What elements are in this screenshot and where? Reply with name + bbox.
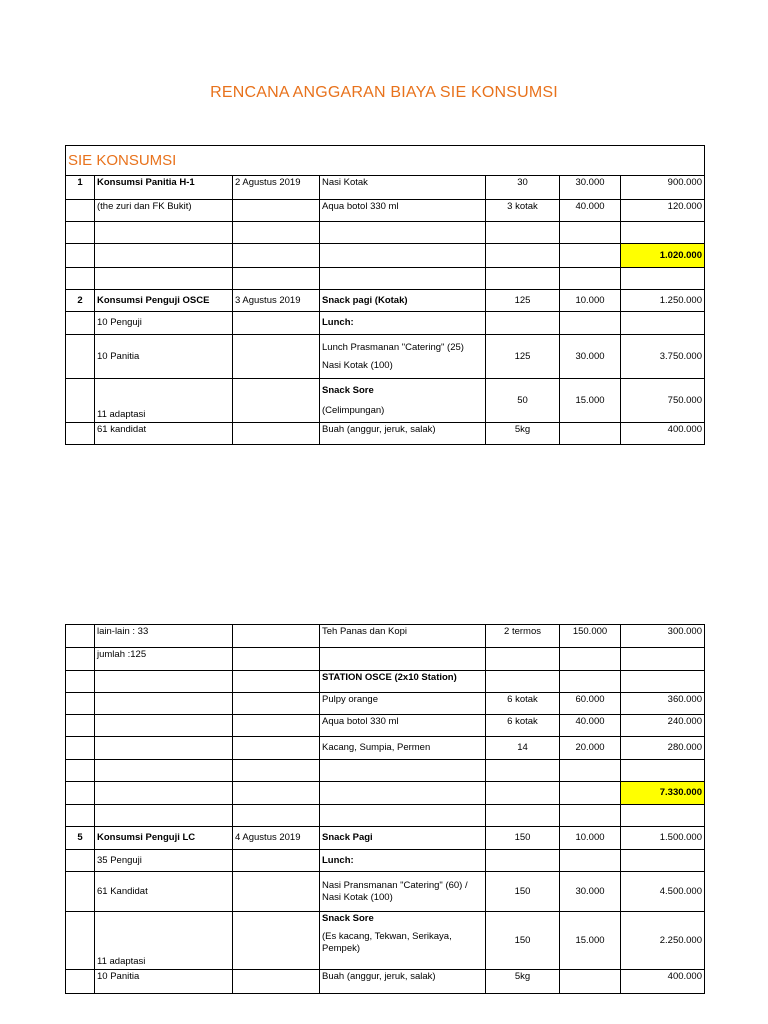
subtotal-cell: 7.330.000: [621, 782, 705, 805]
item-total: 400.000: [621, 970, 705, 994]
item-desc-line: (Es kacang, Tekwan, Serikaya, Pempek): [322, 931, 452, 954]
item-price: 15.000: [560, 379, 621, 423]
budget-table-1: [65, 145, 705, 445]
item-qty: 125: [486, 290, 560, 312]
item-desc: [320, 379, 486, 423]
item-name: 11 adaptasi: [95, 912, 233, 970]
table-row: [66, 737, 705, 760]
item-desc: [320, 912, 486, 970]
item-desc: [320, 335, 486, 379]
document-title: RENCANA ANGGARAN BIAYA SIE KONSUMSI: [210, 84, 558, 101]
item-desc: Buah (anggur, jeruk, salak): [320, 970, 486, 994]
item-name: 10 Penguji: [95, 312, 233, 335]
row-number: 5: [66, 827, 95, 850]
item-date: [233, 200, 320, 222]
table-row: [66, 244, 705, 268]
table-row: [66, 335, 705, 379]
item-price: 10.000: [560, 290, 621, 312]
item-price: 10.000: [560, 827, 621, 850]
item-qty: 6 kotak: [486, 693, 560, 715]
table-row: [66, 970, 705, 994]
item-qty: 14: [486, 737, 560, 760]
table-row: [66, 176, 705, 200]
item-name: lain-lain : 33: [95, 625, 233, 648]
table-row: [66, 827, 705, 850]
row-number: 1: [66, 176, 95, 200]
item-desc: STATION OSCE (2x10 Station): [320, 671, 486, 693]
table-row: [66, 671, 705, 693]
subtotal-cell: 1.020.000: [621, 244, 705, 268]
item-date: 3 Agustus 2019: [233, 290, 320, 312]
item-qty: 150: [486, 872, 560, 912]
table-row: [66, 715, 705, 737]
item-desc-line: Snack Sore: [322, 384, 374, 396]
table-row: [66, 423, 705, 445]
item-desc-line: (Celimpungan): [322, 404, 385, 416]
item-qty: 5kg: [486, 423, 560, 445]
table-row: [66, 693, 705, 715]
item-total: 240.000: [621, 715, 705, 737]
item-qty: 5kg: [486, 970, 560, 994]
item-total: 1.250.000: [621, 290, 705, 312]
item-price: 30.000: [560, 176, 621, 200]
table-row: [66, 782, 705, 805]
item-qty: 50: [486, 379, 560, 423]
item-price: 40.000: [560, 715, 621, 737]
table-row: [66, 760, 705, 782]
row-number: 2: [66, 290, 95, 312]
item-total: 2.250.000: [621, 912, 705, 970]
item-total: 750.000: [621, 379, 705, 423]
table-row: [66, 268, 705, 290]
item-date: 4 Agustus 2019: [233, 827, 320, 850]
item-name: jumlah :125: [95, 648, 233, 671]
item-total: 400.000: [621, 423, 705, 445]
item-total: 4.500.000: [621, 872, 705, 912]
item-desc: Lunch:: [320, 850, 486, 872]
item-qty: 6 kotak: [486, 715, 560, 737]
item-name: 11 adaptasi: [95, 379, 233, 423]
table-row: [66, 805, 705, 827]
item-total: 1.500.000: [621, 827, 705, 850]
table-row: [66, 290, 705, 312]
item-qty: 2 termos: [486, 625, 560, 648]
item-name: Konsumsi Panitia H-1: [95, 176, 233, 200]
row-number: [66, 200, 95, 222]
item-name: 10 Panitia: [95, 335, 233, 379]
item-name: 35 Penguji: [95, 850, 233, 872]
item-price: 40.000: [560, 200, 621, 222]
table-row: [66, 912, 705, 970]
item-price: 15.000: [560, 912, 621, 970]
table-row: [66, 872, 705, 912]
item-date: 2 Agustus 2019: [233, 176, 320, 200]
item-name: 61 kandidat: [95, 423, 233, 445]
table-row: [66, 625, 705, 648]
item-total: 900.000: [621, 176, 705, 200]
item-desc: Nasi Kotak: [320, 176, 486, 200]
item-total: 360.000: [621, 693, 705, 715]
item-price: 20.000: [560, 737, 621, 760]
item-qty: 30: [486, 176, 560, 200]
table-row: [66, 850, 705, 872]
table-row: [66, 312, 705, 335]
item-desc: Buah (anggur, jeruk, salak): [320, 423, 486, 445]
item-name: Konsumsi Penguji LC: [95, 827, 233, 850]
item-desc: Teh Panas dan Kopi: [320, 625, 486, 648]
item-desc: Lunch:: [320, 312, 486, 335]
item-total: 120.000: [621, 200, 705, 222]
item-desc-line: Nasi Kotak (100): [322, 359, 393, 371]
item-desc-line: Snack Sore: [322, 913, 374, 924]
item-desc: Nasi Pransmanan "Catering" (60) / Nasi Kotak (100): [320, 872, 486, 912]
item-qty: 150: [486, 827, 560, 850]
item-qty: 125: [486, 335, 560, 379]
item-price: 150.000: [560, 625, 621, 648]
table-row: [66, 222, 705, 244]
budget-table-2: [65, 624, 705, 994]
item-desc: Pulpy orange: [320, 693, 486, 715]
table-row: [66, 648, 705, 671]
item-desc: Aqua botol 330 ml: [320, 200, 486, 222]
item-desc: Kacang, Sumpia, Permen: [320, 737, 486, 760]
item-desc-line: Lunch Prasmanan "Catering" (25): [322, 341, 464, 353]
item-name: 10 Panitia: [95, 970, 233, 994]
item-total: 300.000: [621, 625, 705, 648]
item-desc: Aqua botol 330 ml: [320, 715, 486, 737]
section-title: SIE KONSUMSI: [66, 146, 705, 176]
item-price: 60.000: [560, 693, 621, 715]
item-price: 30.000: [560, 335, 621, 379]
item-name: Konsumsi Penguji OSCE: [95, 290, 233, 312]
item-desc: Snack pagi (Kotak): [320, 290, 486, 312]
item-qty: 3 kotak: [486, 200, 560, 222]
item-total: 280.000: [621, 737, 705, 760]
item-name: (the zuri dan FK Bukit): [95, 200, 233, 222]
item-total: 3.750.000: [621, 335, 705, 379]
item-desc: Snack Pagi: [320, 827, 486, 850]
item-name: 61 Kandidat: [95, 872, 233, 912]
table-row: [66, 379, 705, 423]
table-row: [66, 200, 705, 222]
item-price: 30.000: [560, 872, 621, 912]
item-qty: 150: [486, 912, 560, 970]
